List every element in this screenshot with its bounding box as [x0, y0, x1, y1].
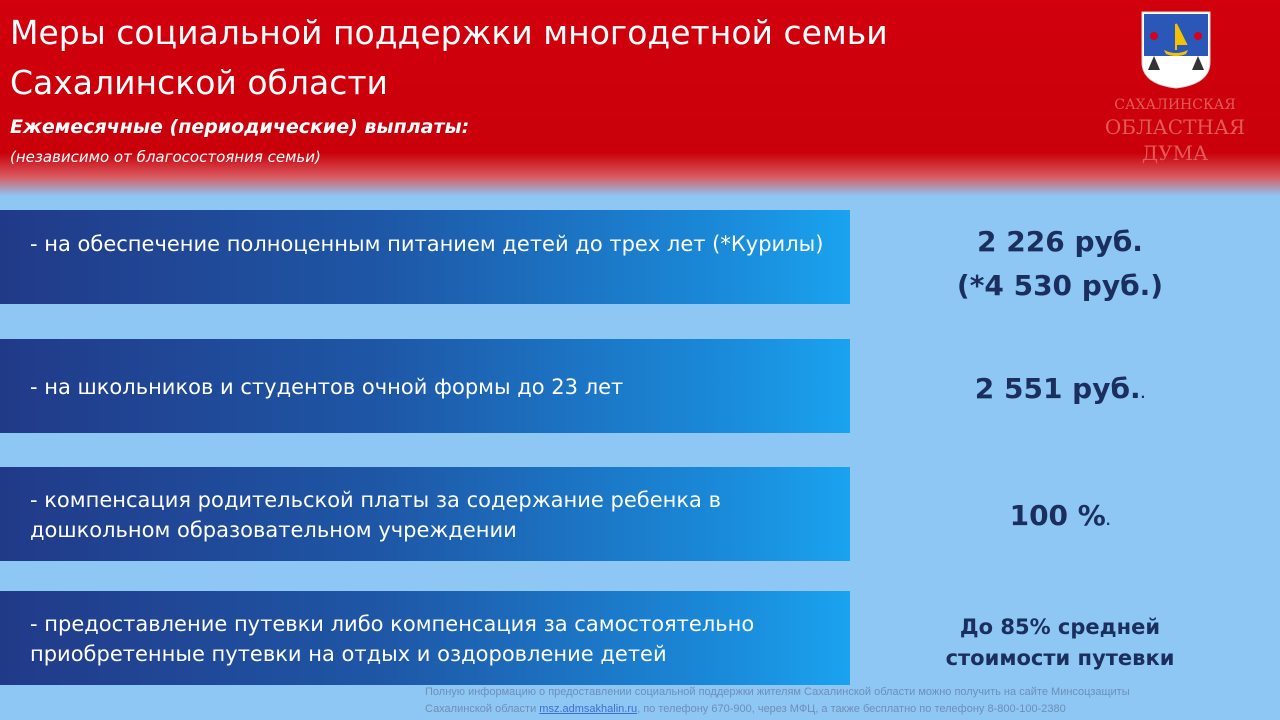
org-line-3: ДУМА	[1141, 141, 1209, 165]
benefit-value-food-main: 2 226 руб.	[977, 225, 1143, 258]
section-note: (независимо от благосостояния семьи)	[10, 148, 321, 166]
org-line-2: ОБЛАСТНАЯ	[1104, 115, 1246, 139]
benefit-text-food: - на обеспечение полноценным питанием детей до трех лет (*Курилы)	[30, 232, 824, 256]
footer-line-2-post: , по телефону 670-900, через МФЦ, а также бесплатно по телефону 8-800-100-2380	[637, 703, 1066, 715]
benefit-value-students-main: 2 551 руб.	[974, 372, 1141, 405]
ministry-website-link[interactable]: msz.admsakhalin.ru	[539, 703, 638, 715]
header-banner	[0, 0, 1280, 196]
benefit-text-kindergarten: - компенсация родительской платы за содержание ребенка в дошкольном образовательном учреждении	[30, 488, 721, 542]
benefit-value-kindergarten-main: 100 %	[1009, 499, 1106, 532]
footer-line-2-pre: Сахалинской области	[425, 703, 537, 715]
org-line-1: САХАЛИНСКАЯ	[1114, 97, 1236, 113]
section-subtitle: Ежемесячные (периодические) выплаты:	[10, 116, 470, 138]
footer-info	[425, 684, 1280, 718]
benefit-value-vacation-line1: До 85% средней	[959, 615, 1161, 639]
benefit-value-food	[880, 220, 1240, 308]
benefit-value-vacation	[880, 612, 1240, 674]
benefit-text-students: - на школьников и студентов очной формы до 23 лет	[30, 375, 624, 399]
benefit-value-food-kurily: (*4 530 руб.)	[956, 269, 1164, 302]
benefit-value-vacation-line2: стоимости путевки	[945, 646, 1175, 670]
benefit-text-vacation: - предоставление путевки либо компенсация за самостоятельно приобретенные путевки на отдых и оздоровление детей	[30, 612, 755, 666]
footer-line-2	[425, 701, 1280, 718]
benefit-value-kindergarten	[880, 494, 1240, 543]
page-title: Меры социальной поддержки многодетной семьи Сахалинской области	[10, 13, 888, 102]
coat-of-arms-icon	[1140, 10, 1212, 90]
organization-label	[1090, 96, 1260, 166]
benefit-value-students-dot: .	[1140, 387, 1146, 401]
benefit-value-kindergarten-dot: .	[1105, 514, 1111, 528]
footer-line-1: Полную информацию о предоставлении социальной поддержки жителям Сахалинской области можно получить на сайте Минсоцзащиты	[425, 686, 1130, 698]
benefit-value-students	[880, 367, 1240, 416]
